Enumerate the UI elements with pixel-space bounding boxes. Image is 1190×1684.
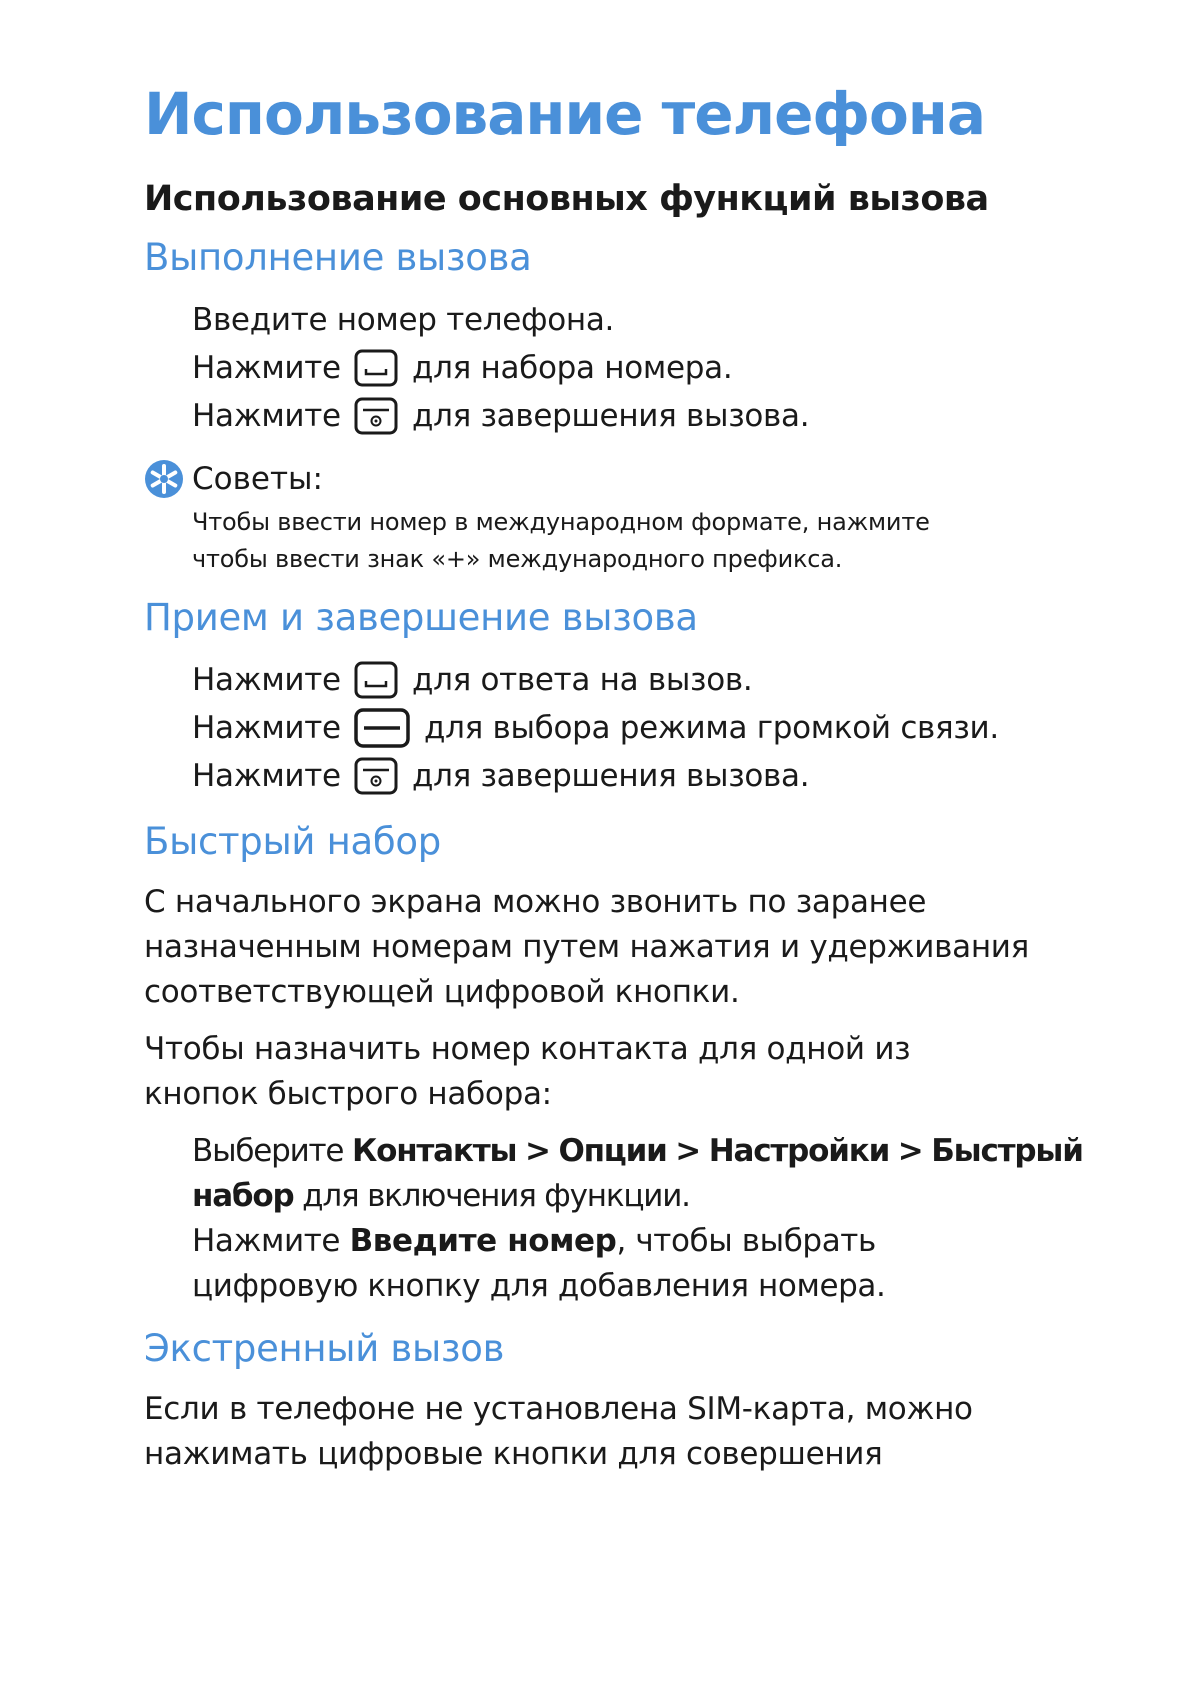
soft-key-icon bbox=[354, 708, 410, 748]
speed-dial-paragraph-1: С начального экрана можно звонить по заранее назначенным номерам путем нажатия и удерживания соответствующей цифровой кнопки. bbox=[144, 884, 1029, 1010]
answer-call-step-1: Нажмите для ответа на вызов. bbox=[192, 662, 753, 698]
speed-dial-paragraph-2: Чтобы назначить номер контакта для одной из кнопок быстрого набора: bbox=[144, 1031, 911, 1112]
tips-header bbox=[144, 456, 1064, 502]
section-title: Использование основных функций вызова bbox=[144, 179, 989, 219]
make-call-title: Выполнение вызова bbox=[144, 236, 532, 279]
tips-icon bbox=[144, 459, 184, 499]
tips-box bbox=[144, 456, 1064, 578]
call-key-icon bbox=[354, 349, 398, 387]
answer-call-steps bbox=[192, 656, 1064, 800]
speed-dial-steps bbox=[192, 1129, 1083, 1309]
make-call-step-1: Введите номер телефона. bbox=[192, 302, 615, 338]
answer-call-title: Прием и завершение вызова bbox=[144, 596, 698, 639]
emergency-paragraph: Если в телефоне не установлена SIM-карта, можно нажимать цифровые кнопки для совершения bbox=[144, 1391, 973, 1472]
emergency-title: Экстренный вызов bbox=[144, 1327, 505, 1370]
call-key-icon bbox=[354, 661, 398, 699]
tips-text: Чтобы ввести номер в международном формате, нажмите чтобы ввести знак «+» международного префикса. bbox=[192, 508, 930, 573]
make-call-steps bbox=[192, 296, 1064, 440]
manual-page bbox=[144, 72, 1083, 1477]
answer-call-step-3: Нажмите для завершения вызова. bbox=[192, 758, 810, 794]
make-call-step-3: Нажмите для завершения вызова. bbox=[192, 398, 810, 434]
speed-dial-step-1: Выберите Контакты > Опции > Настройки > Быстрый bbox=[192, 1133, 1083, 1169]
speed-dial-title: Быстрый набор bbox=[144, 820, 441, 863]
speed-dial-step-2-cont: цифровую кнопку для добавления номера. bbox=[192, 1268, 886, 1304]
make-call-step-2: Нажмите для набора номера. bbox=[192, 350, 733, 386]
end-key-icon bbox=[354, 397, 398, 435]
answer-call-step-2: Нажмите для выбора режима громкой связи. bbox=[192, 704, 1064, 752]
chapter-title: Использование телефона bbox=[144, 80, 986, 148]
speed-dial-step-1-cont: набор для включения функции. bbox=[192, 1178, 690, 1214]
tips-label: Советы: bbox=[192, 461, 323, 497]
speed-dial-step-2: Нажмите Введите номер, чтобы выбрать bbox=[192, 1223, 876, 1259]
end-key-icon bbox=[354, 757, 398, 795]
